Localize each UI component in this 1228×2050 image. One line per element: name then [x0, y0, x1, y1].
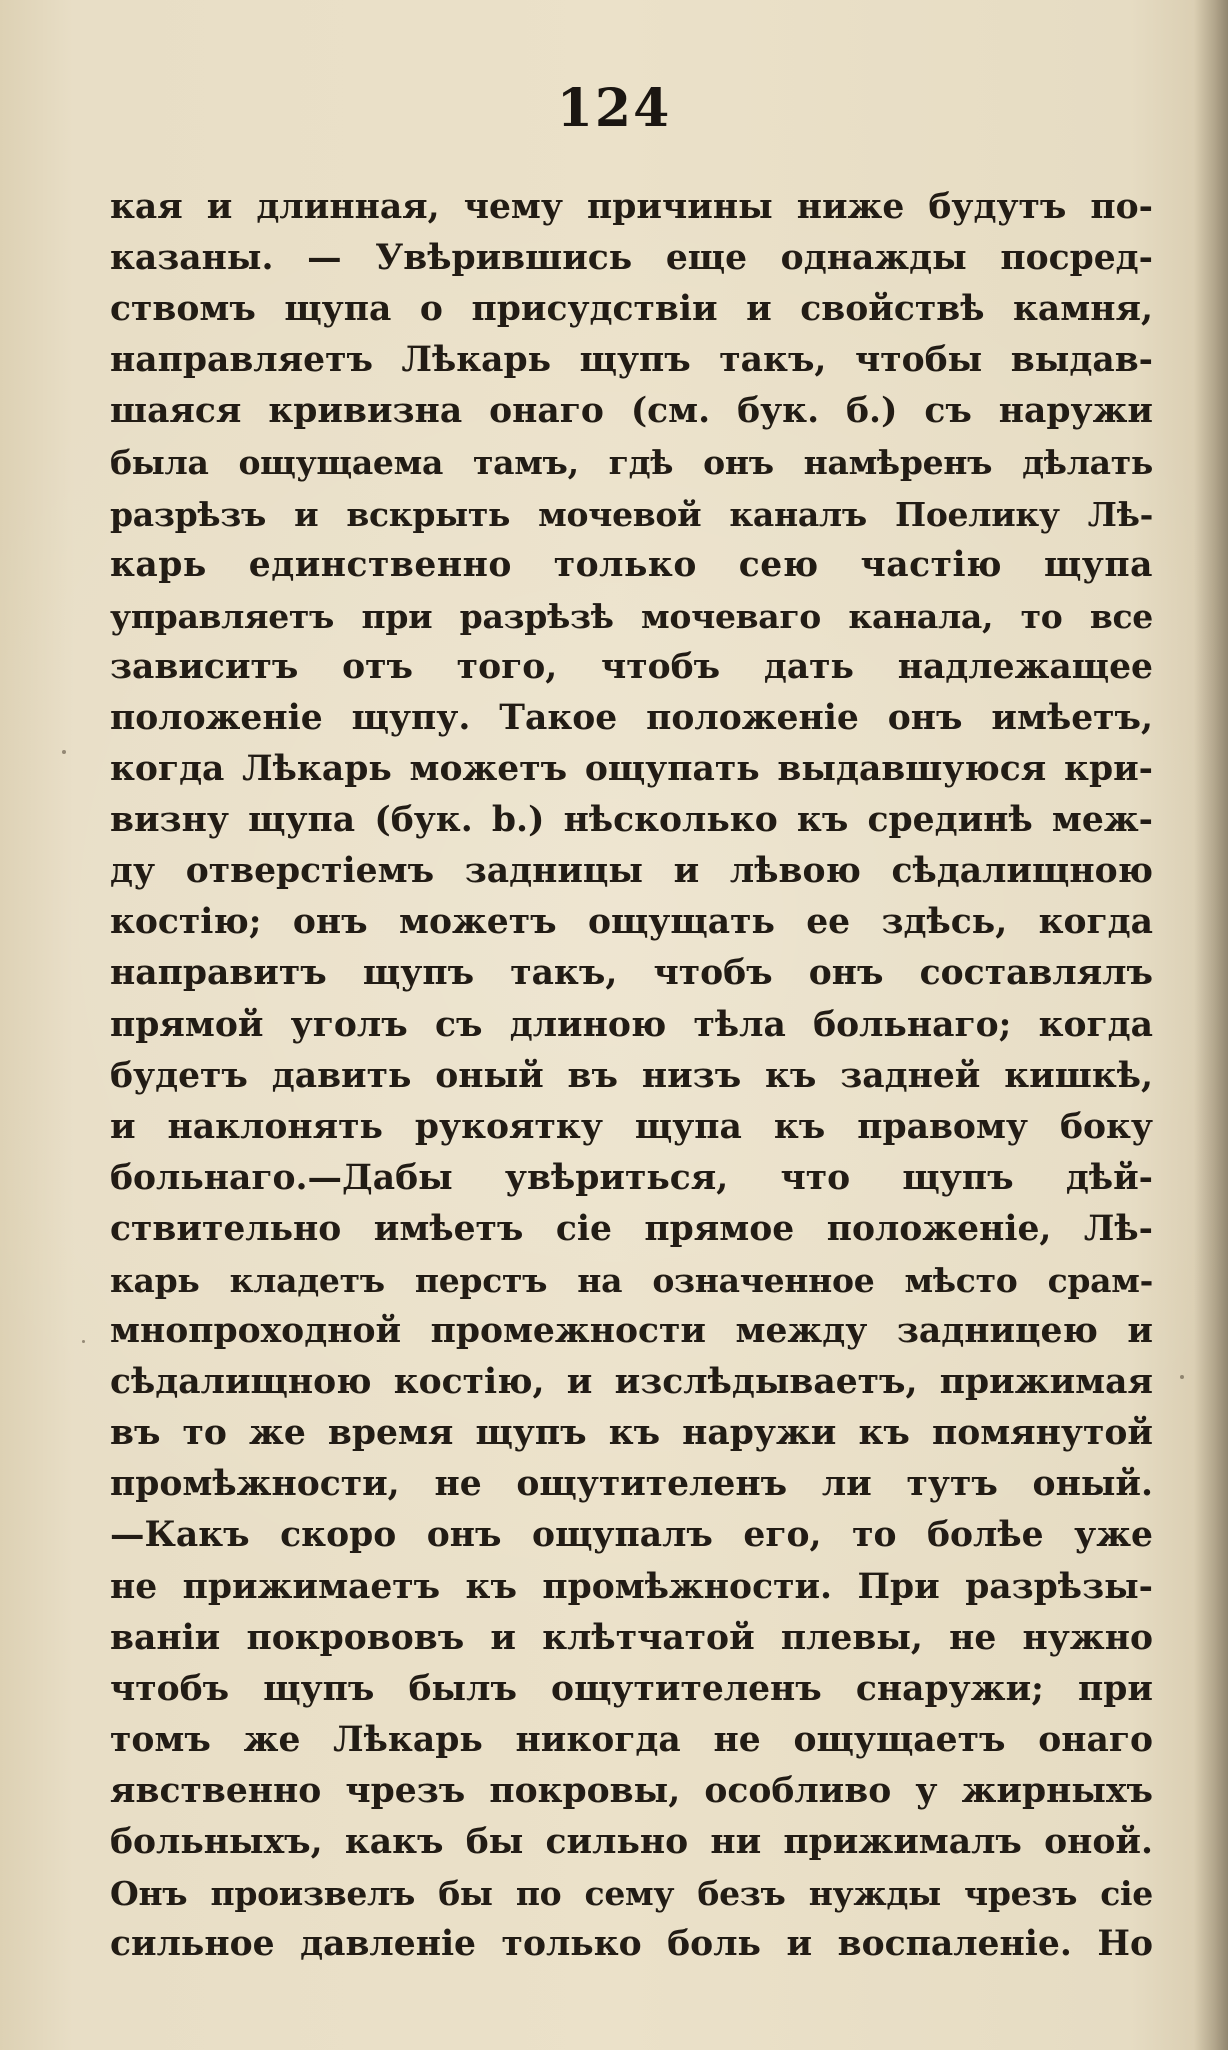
body-text [110, 182, 1153, 1970]
text-line: будетъ давить оный въ низъ къ задней кишкѣ, [110, 1055, 1153, 1096]
text-line: —Какъ скоро онъ ощупалъ его, то болѣе уже [110, 1515, 1153, 1556]
text-line: больнаго.—Дабы увѣриться, что щупъ дѣй- [110, 1157, 1153, 1198]
paper-speck [82, 1340, 85, 1343]
text-line: больныхъ, какъ бы сильно ни прижималъ оной. [110, 1822, 1153, 1862]
text-line: направитъ щупъ такъ, чтобъ онъ составлялъ [110, 953, 1153, 994]
text-line: не прижимаетъ къ промѣжности. При разрѣзы- [110, 1566, 1153, 1607]
text-line: карь единственно только сею частію щупа [110, 544, 1153, 585]
text-line: сѣдалищною костію, и изслѣдываетъ, прижимая [110, 1362, 1153, 1403]
text-line: когда Лѣкарь можетъ ощупать выдавшуюся кри- [110, 749, 1153, 790]
text-line: положеніе щупу. Такое положеніе онъ имѣетъ, [110, 697, 1153, 738]
text-line: зависитъ отъ того, чтобъ дать надлежащее [110, 646, 1153, 687]
text-line: промѣжности, не ощутителенъ ли тутъ оный. [110, 1464, 1153, 1505]
text-line: прямой уголъ съ длиною тѣла больнаго; когда [110, 1004, 1153, 1045]
text-line: ваніи покрововъ и клѣтчатой плевы, не нужно [110, 1617, 1153, 1658]
text-line: карь кладетъ перстъ на означенное мѣсто срам- [110, 1260, 1153, 1300]
text-line: управляетъ при разрѣзѣ мочеваго канала, то все [110, 596, 1153, 636]
text-line: ду отверстіемъ задницы и лѣвою сѣдалищною [110, 851, 1153, 892]
text-line: въ то же время щупъ къ наружи къ помянутой [110, 1413, 1153, 1454]
text-line: казаны. — Увѣрившись еще однажды посред- [110, 238, 1153, 279]
text-line: кая и длинная, чему причины ниже будутъ по- [110, 187, 1153, 227]
text-line: костію; онъ можетъ ощущать ее здѣсь, когда [110, 902, 1153, 943]
text-line: визну щупа (бук. b.) нѣсколько къ срединѣ меж- [110, 800, 1153, 841]
text-line: сильное давленіе только боль и воспаленіе. Но [110, 1924, 1153, 1965]
text-line: была ощущаема тамъ, гдѣ онъ намѣренъ дѣлать [110, 443, 1153, 483]
paper-speck [62, 750, 66, 754]
text-line: и наклонять рукоятку щупа къ правому боку [110, 1106, 1153, 1147]
text-line: мнопроходной промежности между задницею и [110, 1311, 1153, 1352]
paper-speck [1180, 1375, 1184, 1379]
text-line: чтобъ щупъ былъ ощутителенъ снаружи; при [110, 1668, 1153, 1709]
text-line: разрѣзъ и вскрыть мочевой каналъ Поелику Лѣ- [110, 494, 1153, 534]
text-line: ствомъ щупа о присудствіи и свойствѣ камня, [110, 289, 1153, 330]
text-line: Онъ произвелъ бы по сему безъ нужды чрезъ сіе [110, 1874, 1153, 1914]
text-line: направляетъ Лѣкарь щупъ такъ, чтобы выдав- [110, 340, 1153, 381]
page-edge-shadow [1194, 0, 1228, 2050]
text-line: ствительно имѣетъ сіе прямое положеніе, Лѣ- [110, 1208, 1153, 1249]
page-number: 124 [556, 78, 672, 139]
text-line: шаяся кривизна онаго (см. бук. б.) съ наружи [110, 391, 1153, 432]
text-line: явственно чрезъ покровы, особливо у жирныхъ [110, 1770, 1153, 1811]
text-line: томъ же Лѣкарь никогда не ощущаетъ онаго [110, 1719, 1153, 1760]
